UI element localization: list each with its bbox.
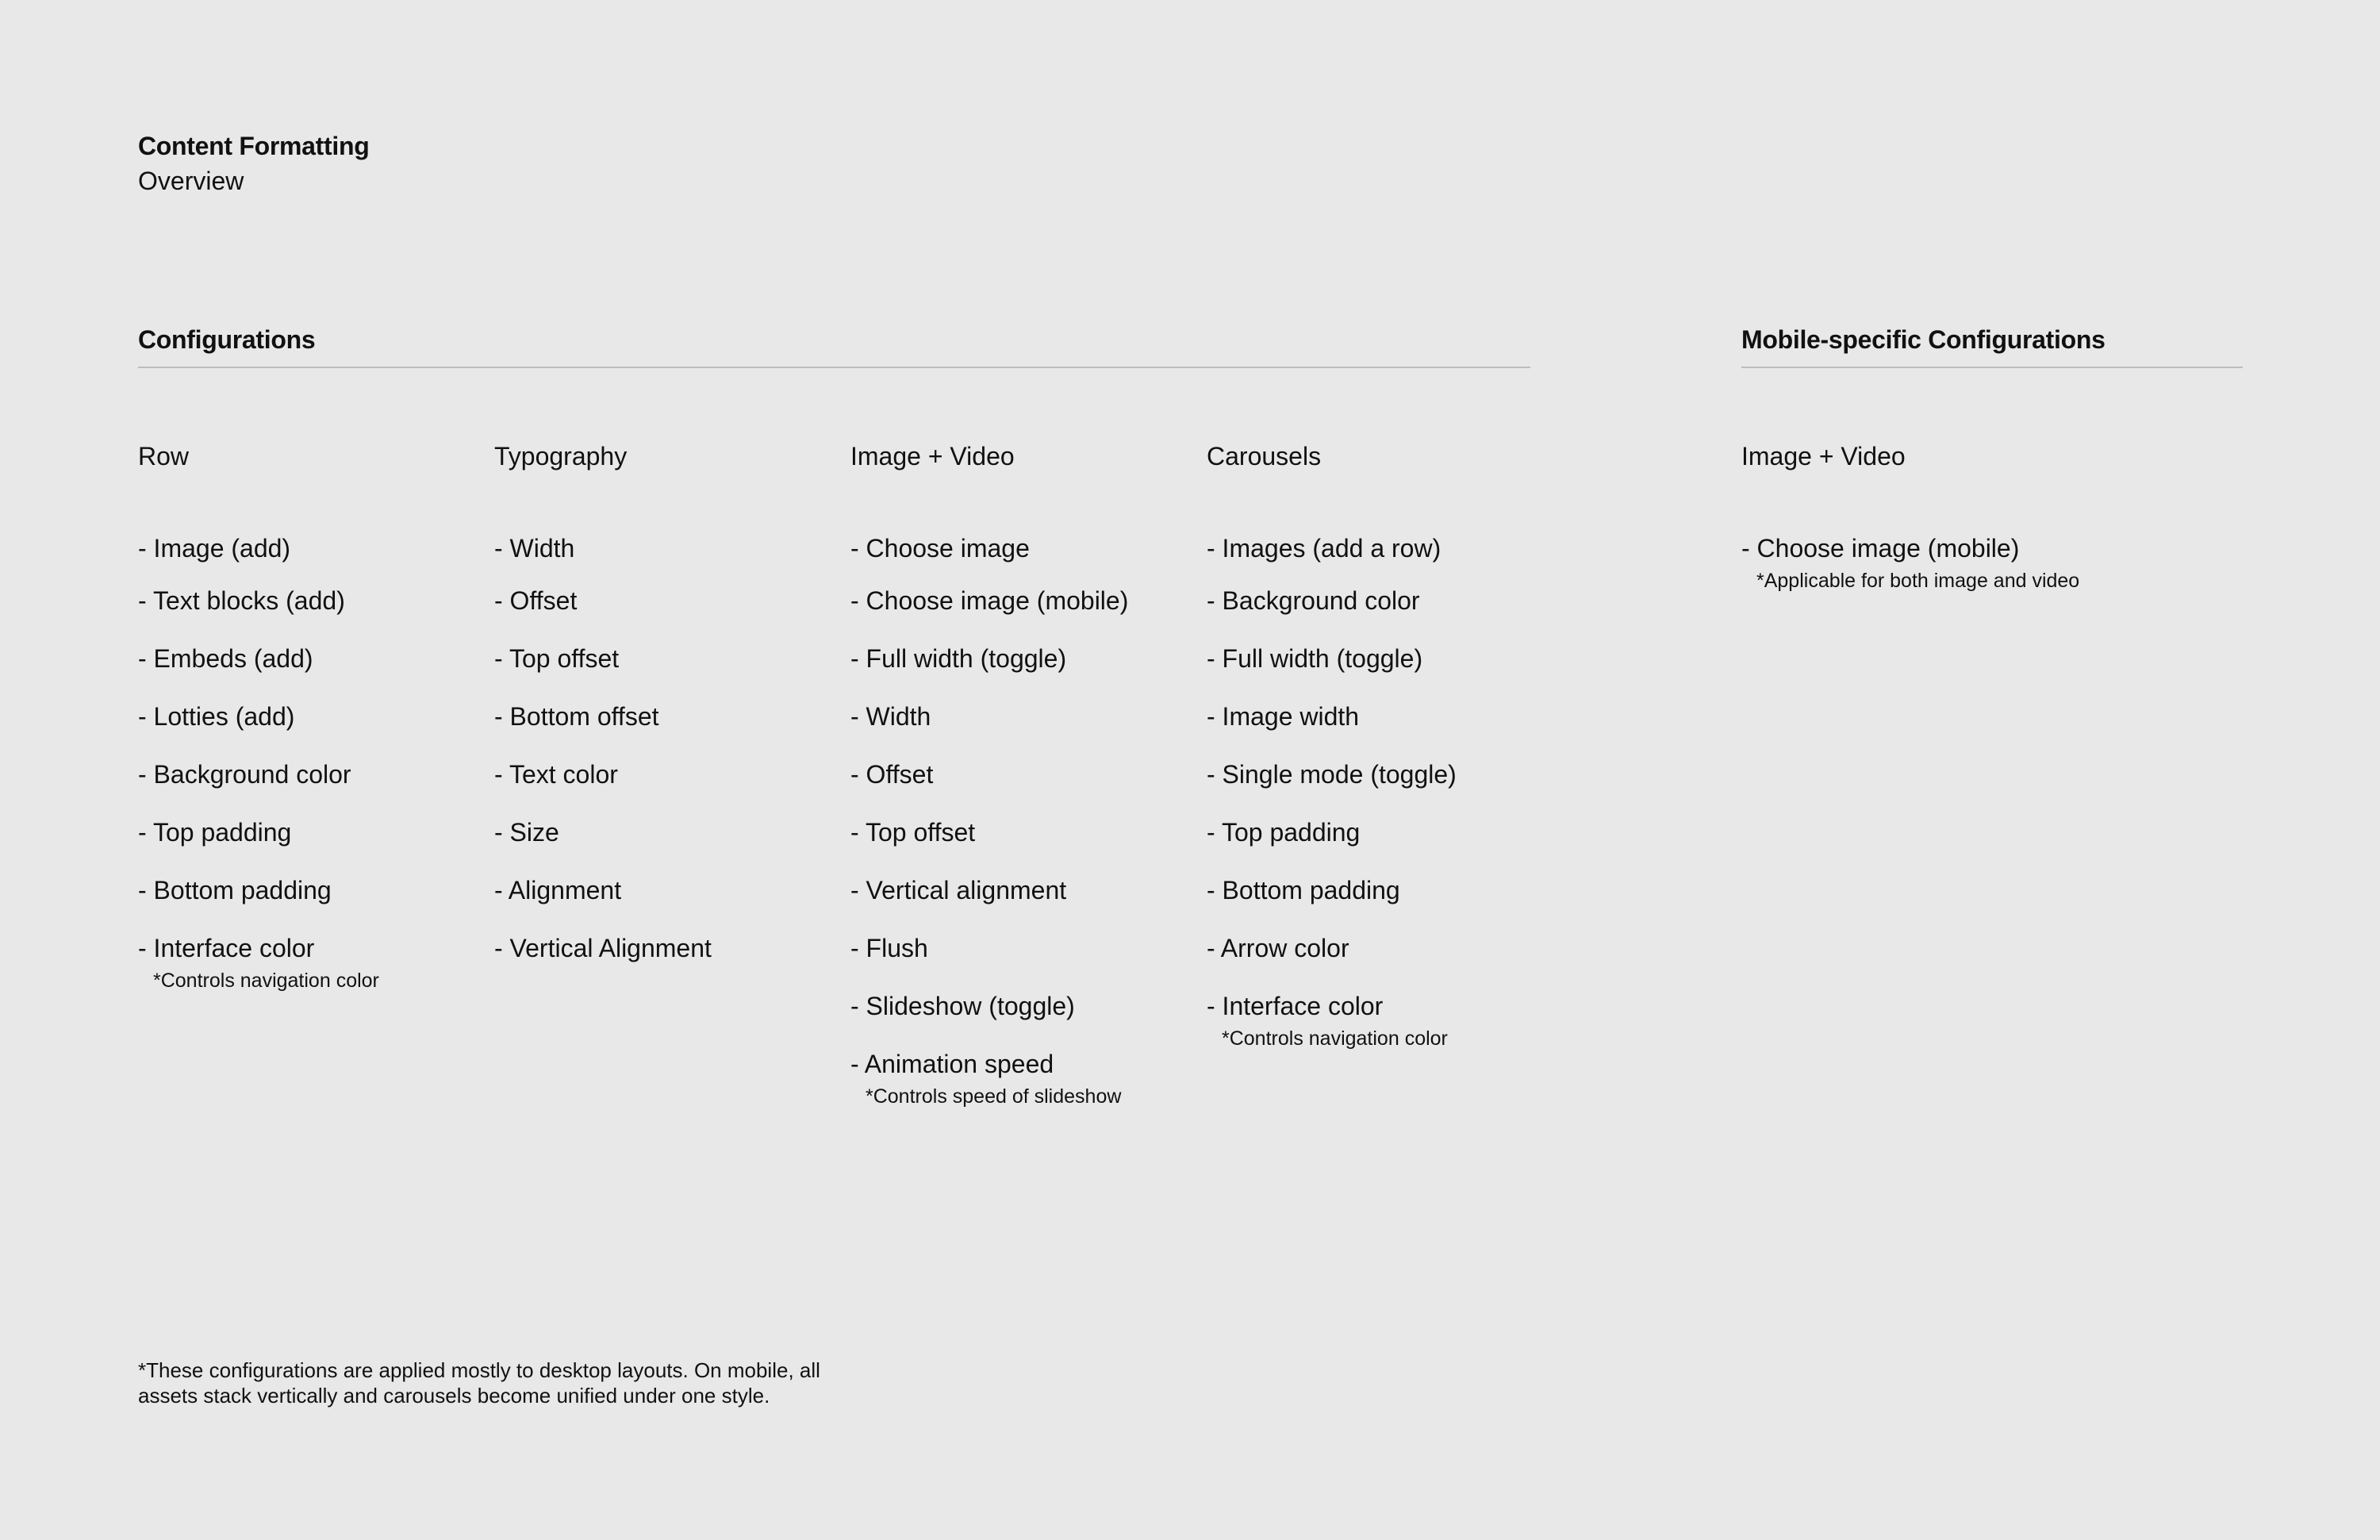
column-image-video — [850, 440, 1192, 1108]
config-item-label: - Top offset — [494, 644, 620, 673]
column-row — [138, 440, 479, 993]
config-item-label: - Vertical alignment — [850, 876, 1067, 904]
config-item-label: - Top padding — [1207, 818, 1361, 847]
config-item-label: - Embeds (add) — [138, 644, 313, 673]
config-item-full-width-toggle — [1207, 643, 1548, 674]
config-item-animation-speed — [850, 1048, 1192, 1108]
config-item-label: - Image (add) — [138, 534, 291, 563]
config-item-size — [494, 816, 835, 848]
config-item-label: - Size — [494, 818, 559, 847]
column-heading: Row — [138, 442, 190, 470]
page-subtitle: Overview — [138, 167, 244, 195]
config-item-full-width-toggle — [850, 643, 1192, 674]
config-item-choose-image — [850, 532, 1192, 564]
config-item-vertical-alignment — [850, 874, 1192, 906]
config-item-label: - Top offset — [850, 818, 976, 847]
mobile-configurations-heading: Mobile-specific Configurations — [1741, 325, 2106, 354]
config-item-text-blocks-add — [138, 585, 479, 616]
config-item-label: - Lotties (add) — [138, 702, 295, 731]
config-item-label: - Alignment — [494, 876, 622, 904]
column-heading: Image + Video — [1741, 442, 1906, 470]
config-item-image-add — [138, 532, 479, 564]
config-item-label: - Text blocks (add) — [138, 586, 345, 615]
config-item-alignment — [494, 874, 835, 906]
column-heading: Carousels — [1207, 442, 1322, 470]
config-item-arrow-color — [1207, 932, 1548, 964]
config-item-label: - Bottom padding — [1207, 876, 1400, 904]
config-item-label: - Images (add a row) — [1207, 534, 1441, 563]
config-item-choose-image-mobile — [850, 585, 1192, 616]
config-item-label: - Text color — [494, 760, 618, 789]
config-item-label: - Offset — [850, 760, 934, 789]
footnote: *These configurations are applied mostly to desktop layouts. On mobile, all assets stack vertically and carousels become unified under one style. — [138, 1358, 820, 1408]
configurations-heading: Configurations — [138, 325, 316, 354]
column-heading: Image + Video — [850, 442, 1015, 470]
config-item-label: - Interface color — [138, 934, 315, 962]
config-item-background-color — [138, 758, 479, 790]
config-item-label: - Width — [850, 702, 931, 731]
config-item-vertical-alignment — [494, 932, 835, 964]
config-item-label: - Full width (toggle) — [850, 644, 1067, 673]
config-item-bottom-offset — [494, 701, 835, 732]
config-item-interface-color — [1207, 990, 1548, 1050]
config-item-label: - Background color — [138, 760, 351, 789]
config-item-choose-image-mobile — [1741, 532, 2186, 593]
mobile-configurations-divider — [1741, 367, 2243, 368]
config-item-width — [494, 532, 835, 564]
config-item-label: - Arrow color — [1207, 934, 1349, 962]
config-item-interface-color — [138, 932, 479, 993]
config-item-note: *Controls speed of slideshow — [866, 1085, 1122, 1108]
config-item-label: - Interface color — [1207, 992, 1384, 1020]
config-item-note: *Applicable for both image and video — [1756, 570, 2080, 592]
config-item-slideshow-toggle — [850, 990, 1192, 1022]
config-item-single-mode-toggle — [1207, 758, 1548, 790]
config-item-width — [850, 701, 1192, 732]
column-typography — [494, 440, 835, 964]
config-item-image-width — [1207, 701, 1548, 732]
config-item-label: - Choose image (mobile) — [1741, 534, 2020, 563]
config-item-label: - Bottom padding — [138, 876, 332, 904]
config-item-lotties-add — [138, 701, 479, 732]
config-item-note: *Controls navigation color — [153, 970, 379, 992]
config-item-top-padding — [1207, 816, 1548, 848]
config-item-top-padding — [138, 816, 479, 848]
column-heading: Typography — [494, 442, 628, 470]
config-item-label: - Image width — [1207, 702, 1360, 731]
config-item-label: - Full width (toggle) — [1207, 644, 1423, 673]
config-item-flush — [850, 932, 1192, 964]
config-item-label: - Top padding — [138, 818, 292, 847]
config-item-label: - Flush — [850, 934, 928, 962]
config-item-label: - Slideshow (toggle) — [850, 992, 1075, 1020]
config-item-label: - Single mode (toggle) — [1207, 760, 1457, 789]
config-item-offset — [494, 585, 835, 616]
config-item-top-offset — [494, 643, 835, 674]
config-item-label: - Choose image (mobile) — [850, 586, 1129, 615]
config-item-label: - Bottom offset — [494, 702, 659, 731]
config-item-label: - Choose image — [850, 534, 1030, 563]
configurations-divider — [138, 367, 1530, 368]
config-item-label: - Width — [494, 534, 575, 563]
config-item-top-offset — [850, 816, 1192, 848]
config-item-background-color — [1207, 585, 1548, 616]
config-item-note: *Controls navigation color — [1222, 1027, 1448, 1050]
config-item-text-color — [494, 758, 835, 790]
config-item-images-add-a-row — [1207, 532, 1548, 564]
column-carousels — [1207, 440, 1548, 1050]
config-item-label: - Background color — [1207, 586, 1420, 615]
config-item-offset — [850, 758, 1192, 790]
page-title: Content Formatting — [138, 132, 370, 160]
config-item-label: - Vertical Alignment — [494, 934, 712, 962]
config-item-embeds-add — [138, 643, 479, 674]
config-item-label: - Animation speed — [850, 1050, 1054, 1078]
config-item-bottom-padding — [1207, 874, 1548, 906]
column-mobile-image-video — [1741, 440, 2186, 593]
config-item-label: - Offset — [494, 586, 578, 615]
config-item-bottom-padding — [138, 874, 479, 906]
